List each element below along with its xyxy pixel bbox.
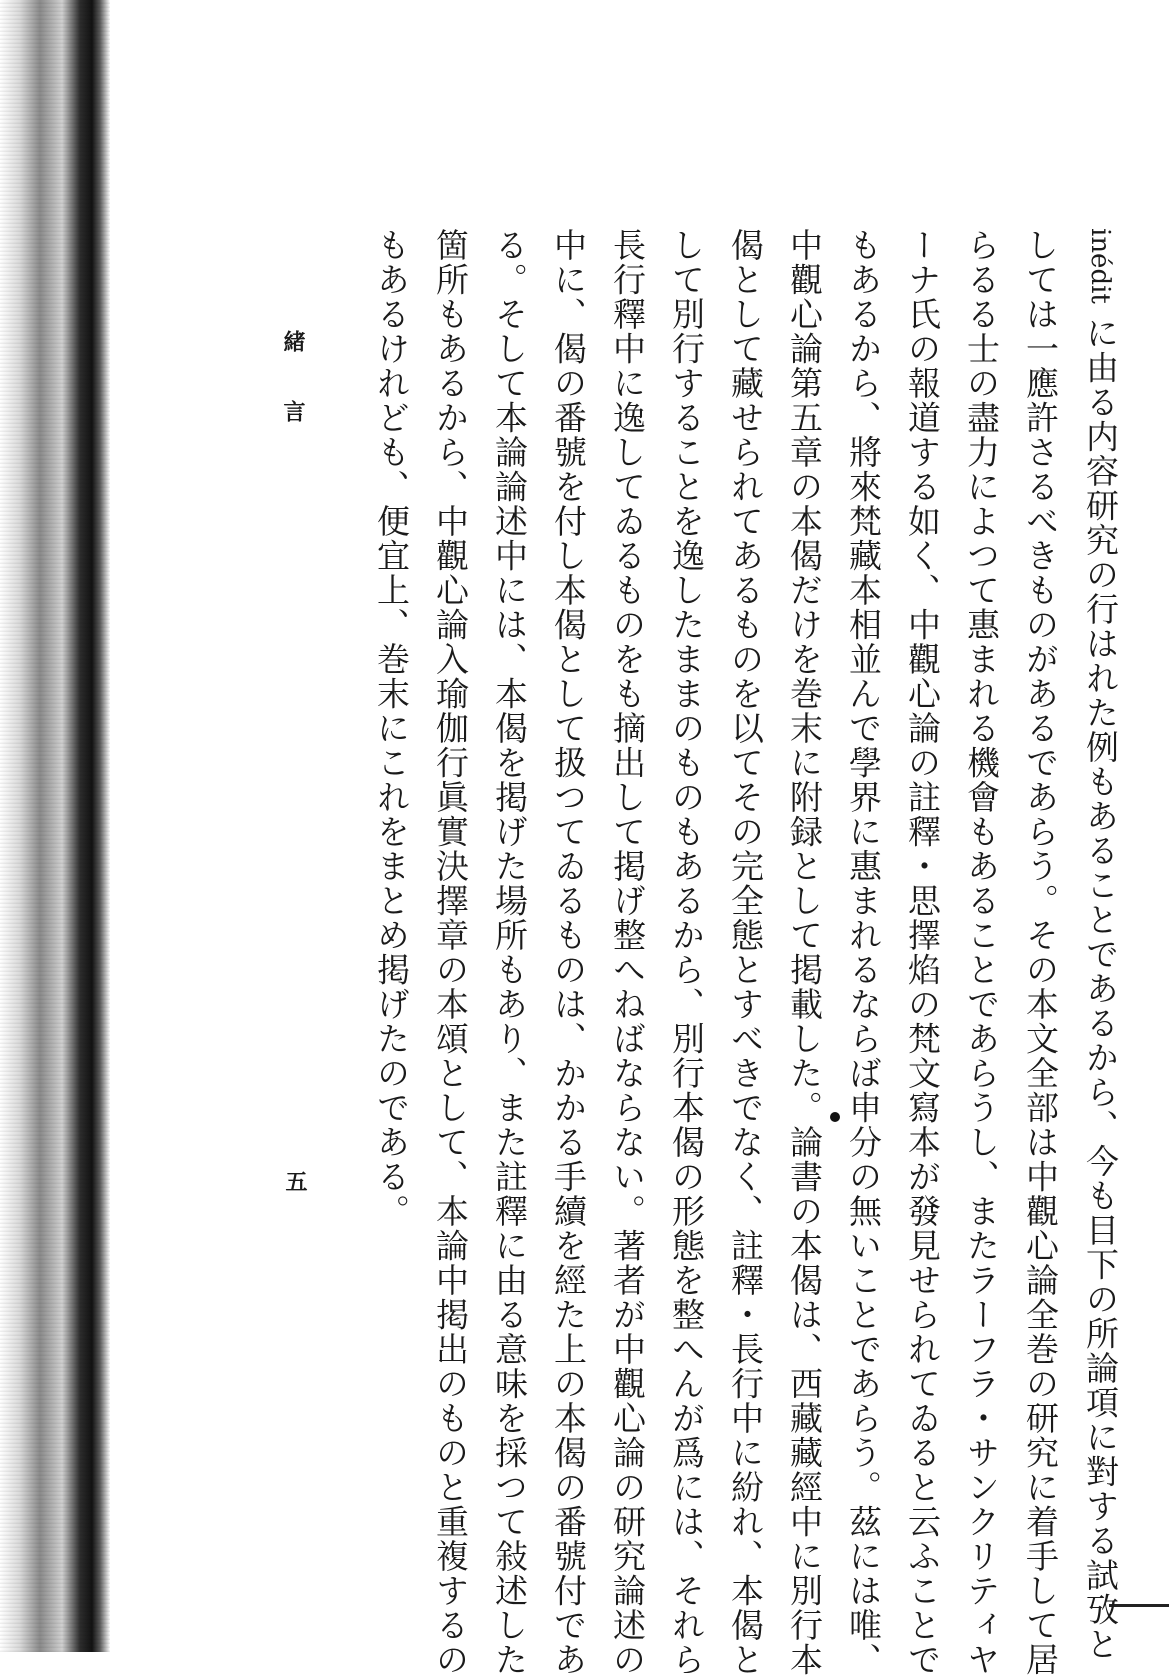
- text-line-8: して別行することを逸したままのものもあるから、別行本偈の形態を整へんが爲には、それら: [667, 228, 706, 1677]
- page-number: 五: [282, 1170, 308, 1192]
- text-line-10: 中に、偈の番號を付し本偈として扱つてゐるものは、かかる手續を經た上の本偈の番號付であ: [549, 228, 588, 1677]
- latin-word: inédit: [1085, 228, 1115, 304]
- text-line-4: ーナ氏の報道する如く、中觀心論の註釋・思擇焰の梵文寫本が發見せられてゐると云ふことで: [903, 228, 942, 1677]
- text-line-12: 箇所もあるから、中觀心論入瑜伽行眞實決擇章の本頌として、本論中掲出のものと重複するの: [431, 228, 470, 1677]
- text-line-5: もあるから、將來梵藏本相並んで學界に惠まれるならば申分の無いことであらう。茲には唯、: [844, 228, 883, 1677]
- binding-shadow: [0, 0, 110, 1652]
- text-line-9: 長行釋中に逸してゐるものをも摘出して掲げ整へねばならない。著者が中觀心論の研究論述の: [608, 228, 647, 1677]
- text-line-1: [1070, 228, 1130, 1662]
- text-line-7: 偈として藏せられてあるものを以てその完全態とすべきでなく、註釋・長行中に紛れ、本偈と: [726, 228, 765, 1677]
- text-line-2: しては一應許さるべきものがあるであらう。その本文全部は中觀心論全巻の研究に着手して居: [1021, 228, 1060, 1677]
- text-line-11: る。そして本論論述中には、本偈を掲げた場所もあり、また註釋に由る意味を採つて敍述した: [490, 228, 529, 1677]
- ink-speck: [830, 1112, 840, 1122]
- text-line-13: もあるけれども、便宜上、巻末にこれをまとめ掲げたのである。: [372, 228, 411, 1229]
- running-title: 緒言: [280, 330, 306, 470]
- text-line-3: らるる士の盡力によつて惠まれる機會もあることであらうし、またラーフラ・サンクリティヤ: [962, 228, 1001, 1677]
- line-text: に由る内容研究の行はれた例もあることであるから、今も目下の所論項に對する試攷と: [1081, 315, 1120, 1662]
- text-line-6: 中觀心論第五章の本偈だけを巻末に附録として掲載した。論書の本偈は、西藏藏經中に別行本: [785, 228, 824, 1677]
- body-text: [340, 228, 1130, 1677]
